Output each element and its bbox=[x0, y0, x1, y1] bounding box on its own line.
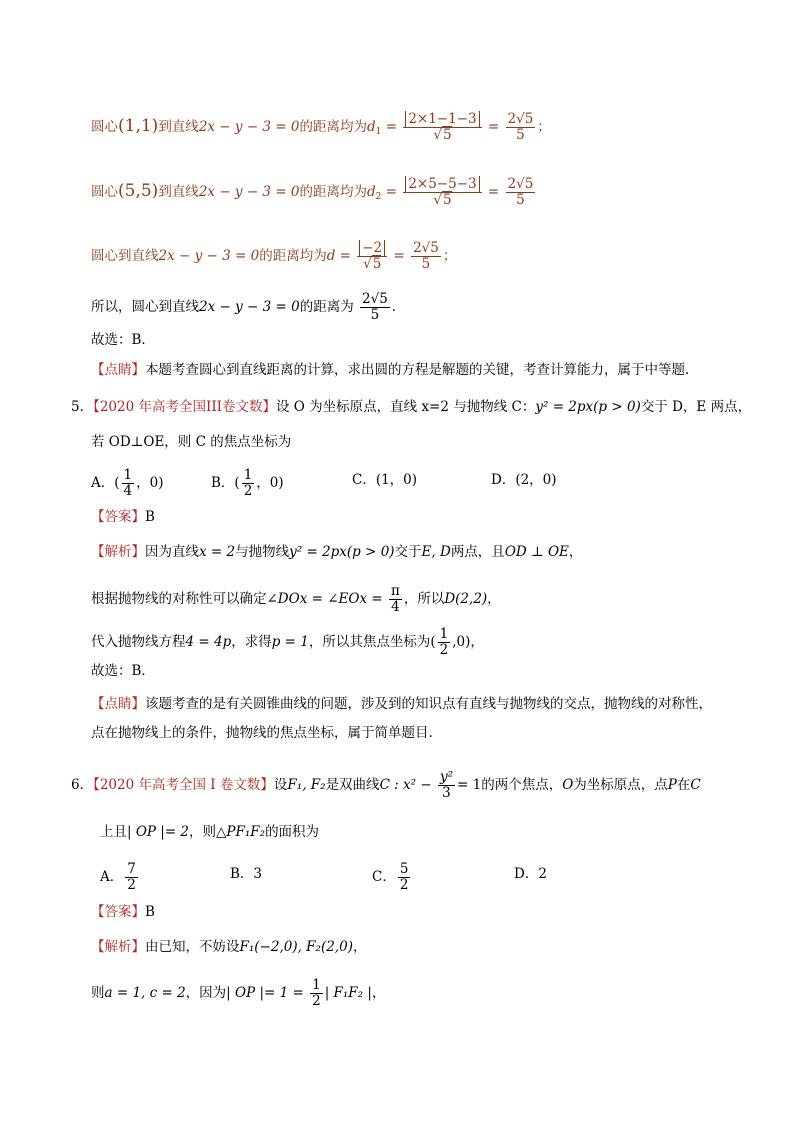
text: ， bbox=[487, 591, 501, 607]
q5-option-d: D．(2，0) bbox=[491, 472, 557, 488]
text: 的两个焦点， bbox=[481, 777, 563, 793]
fraction bbox=[398, 862, 411, 893]
q5-option-a bbox=[91, 468, 163, 499]
question-6-line-2 bbox=[100, 822, 319, 842]
fraction bbox=[438, 627, 451, 658]
math: y² = 2px(p > 0) bbox=[289, 544, 395, 560]
frac-numerator: 2√5 bbox=[507, 176, 534, 192]
fraction bbox=[411, 241, 441, 272]
text: 到直线 bbox=[158, 119, 199, 135]
text: 的距离均为 bbox=[259, 248, 327, 264]
fraction: $\frac{2\times 1-1-3}{√5}$ bbox=[403, 112, 481, 143]
q6-option-c bbox=[372, 862, 412, 893]
q6-option-b: B．3 bbox=[230, 866, 263, 882]
text: C． bbox=[372, 869, 396, 885]
subscript: 1 bbox=[375, 127, 382, 137]
math: | OP |= 1 = bbox=[226, 985, 304, 1001]
comment-line bbox=[91, 360, 689, 380]
selection-line: 故选：B． bbox=[91, 332, 155, 348]
fraction bbox=[122, 468, 135, 499]
answer-value: B bbox=[145, 904, 155, 920]
text: . bbox=[391, 299, 397, 315]
frac-denominator: 3 bbox=[442, 785, 451, 801]
text: ， bbox=[568, 544, 583, 560]
math-line: 2x − y − 3 = 0 bbox=[198, 119, 300, 135]
math: △PF₁F₂ bbox=[216, 824, 266, 840]
q5-analysis-line-2 bbox=[91, 584, 501, 615]
source-tag: 【2020 年高考全国III卷文数】 bbox=[93, 399, 276, 415]
q5-answer bbox=[91, 507, 155, 527]
text: 交于 D，E 两点， bbox=[640, 399, 752, 415]
text: ，0) bbox=[256, 475, 284, 491]
question-5-line-2: 若 OD⊥OE，则 C 的焦点坐标为 bbox=[91, 434, 292, 450]
math-var: d = bbox=[326, 248, 351, 264]
q6-analysis-line-2 bbox=[91, 978, 385, 1009]
frac-denominator: 2 bbox=[439, 642, 449, 658]
frac-numerator: 2√5 bbox=[507, 111, 534, 127]
fraction bbox=[438, 770, 455, 801]
frac-numerator: 1 bbox=[312, 977, 321, 993]
subscript: 2 bbox=[375, 192, 382, 202]
frac-denominator: 5 bbox=[421, 256, 431, 272]
question-number: 6． bbox=[71, 777, 94, 793]
math: O bbox=[562, 777, 574, 793]
text: 代入抛物线方程 bbox=[91, 634, 186, 650]
math-var: d bbox=[367, 184, 376, 200]
frac-numerator: 1 bbox=[243, 467, 253, 483]
text: 是双曲线 bbox=[325, 777, 380, 793]
solution-line-3: 圆心到直线2x − y − 3 = 0的距离均为d = $\frac{-2}{√5}$ = $\frac{2√5}{5}$ ； bbox=[91, 240, 457, 272]
frac-numerator: 2×5−5−3 bbox=[405, 176, 479, 192]
frac-denominator: 2 bbox=[243, 483, 253, 499]
q6-answer bbox=[91, 902, 155, 922]
math: C : x² − bbox=[379, 777, 432, 793]
text: 圆心到直线 bbox=[91, 248, 159, 264]
tag-label: 【解析】 bbox=[91, 544, 145, 560]
question-6-line-1 bbox=[71, 770, 701, 801]
math: E, D bbox=[421, 544, 451, 560]
math: = 1 bbox=[457, 777, 482, 793]
math: 4 = 4p bbox=[185, 634, 232, 650]
text: 到直线 bbox=[158, 184, 199, 200]
math: ∠DOx = ∠EOx = bbox=[266, 591, 383, 607]
text: ，所以其焦点坐标为 bbox=[308, 634, 431, 650]
fraction bbox=[310, 978, 323, 1009]
text: 的距离为 bbox=[299, 299, 354, 315]
text: 与抛物线 bbox=[235, 544, 290, 560]
text: ； bbox=[442, 248, 457, 264]
frac-denominator: 4 bbox=[123, 483, 133, 499]
math: F₁, F₂ bbox=[287, 777, 326, 793]
text: 因为直线 bbox=[145, 544, 199, 560]
math-line: 2x − y − 3 = 0 bbox=[198, 184, 300, 200]
frac-numerator: 2√5 bbox=[362, 291, 388, 307]
solution-line-4 bbox=[91, 292, 396, 323]
frac-numerator: 5 bbox=[399, 861, 409, 877]
q5-comment-line-1 bbox=[91, 694, 712, 714]
math-var: d bbox=[367, 119, 376, 135]
q6-analysis-line-1 bbox=[91, 937, 366, 957]
q5-option-c: C．(1，0) bbox=[352, 472, 418, 488]
solution-line-1: 圆心(1,1)到直线2x − y − 3 = 0的距离均为$d_1$ = $\frac{2\times 1-1-3}{√5}$ = $\frac{2√5}{5}$ ； bbox=[91, 111, 551, 143]
text: ，0) bbox=[136, 475, 164, 491]
math: | OP |= 2 bbox=[127, 824, 190, 840]
text: 设 bbox=[273, 777, 288, 793]
frac-denominator: 5 bbox=[370, 307, 380, 323]
frac-numerator: 1 bbox=[439, 626, 449, 642]
text: ， bbox=[470, 634, 484, 650]
frac-denominator: 5 bbox=[372, 256, 382, 272]
q5-selection: 故选：B． bbox=[91, 663, 155, 679]
tag-label: 【点睛】 bbox=[91, 696, 145, 712]
text: ， bbox=[352, 939, 367, 955]
frac-denominator: 5 bbox=[442, 127, 452, 143]
text: ，则 bbox=[189, 824, 217, 840]
text: 由已知，不妨设 bbox=[145, 939, 240, 955]
question-5-line-1 bbox=[71, 397, 751, 417]
question-number: 5． bbox=[71, 399, 94, 415]
answer-value: B bbox=[145, 509, 155, 525]
frac-denominator: 2 bbox=[312, 993, 321, 1009]
frac-denominator: 2 bbox=[399, 877, 409, 893]
text: ,0) bbox=[452, 634, 471, 650]
solution-line-2: 圆心(5,5)到直线2x − y − 3 = 0的距离均为$d_2$ = $\frac{2\times 5-5-3}{√5}$ = $\frac{2√5}{5}$ bbox=[91, 176, 534, 208]
text: 两点，且 bbox=[450, 544, 505, 560]
math: | F₁F₂ | bbox=[324, 985, 372, 1001]
fraction bbox=[506, 177, 536, 208]
text: 上且 bbox=[100, 824, 127, 840]
frac-denominator: 5 bbox=[516, 192, 525, 208]
math: F₁(−2,0), F₂(2,0) bbox=[239, 939, 353, 955]
frac-denominator: 5 bbox=[442, 192, 452, 208]
text: 该题考查的是有关圆锥曲线的问题，涉及到的知识点有直线与抛物线的交点，抛物线的对称性， bbox=[145, 696, 712, 712]
tag-label: 【解析】 bbox=[91, 939, 145, 955]
text: 则 bbox=[91, 985, 105, 1001]
fraction bbox=[125, 862, 138, 893]
source-tag: 【2020 年高考全国 I 卷文数】 bbox=[93, 777, 274, 793]
math: D(2,2) bbox=[444, 591, 488, 607]
frac-numerator: 1 bbox=[123, 467, 133, 483]
math: C bbox=[690, 777, 701, 793]
frac-denominator: 5 bbox=[516, 127, 525, 143]
frac-numerator: −2 bbox=[359, 240, 385, 256]
q6-option-a bbox=[100, 862, 140, 893]
frac-numerator: 2×1−1−3 bbox=[405, 111, 479, 127]
q5-analysis-line-3 bbox=[91, 627, 484, 658]
math: P bbox=[667, 777, 677, 793]
math: a = 1, c = 2 bbox=[104, 985, 186, 1001]
q5-option-b bbox=[211, 468, 284, 499]
text: ，求得 bbox=[231, 634, 272, 650]
fraction bbox=[242, 468, 255, 499]
text: B．( bbox=[211, 475, 240, 491]
math-eq: y² = 2px(p > 0) bbox=[535, 399, 641, 415]
text: 的距离均为 bbox=[299, 184, 368, 200]
fraction bbox=[389, 584, 402, 615]
math: p = 1 bbox=[271, 634, 309, 650]
text: 本题考查圆心到直线距离的计算，求出圆的方程是解题的关键，考查计算能力，属于中等题. bbox=[145, 362, 690, 378]
text: 的面积为 bbox=[265, 824, 320, 840]
frac-denominator: 4 bbox=[391, 599, 400, 615]
tag-label: 【点睛】 bbox=[91, 362, 145, 378]
fraction: $\frac{2\times 5-5-3}{√5}$ bbox=[403, 177, 481, 208]
text: ； bbox=[537, 119, 551, 135]
text: 交于 bbox=[394, 544, 422, 560]
q6-option-d: D．2 bbox=[514, 866, 547, 882]
text: A． bbox=[100, 869, 124, 885]
text: 设 O 为坐标原点，直线 x=2 与抛物线 C： bbox=[276, 399, 536, 415]
text: 在 bbox=[676, 777, 691, 793]
text: ( bbox=[430, 634, 436, 650]
text: 的距离均为 bbox=[299, 119, 368, 135]
fraction bbox=[360, 292, 390, 323]
tag-label: 【答案】 bbox=[91, 904, 145, 920]
text: ，因为 bbox=[185, 985, 227, 1001]
text: 所以，圆心到直线 bbox=[91, 299, 199, 315]
text: 为坐标原点，点 bbox=[573, 777, 668, 793]
frac-numerator: 7 bbox=[127, 861, 136, 877]
frac-numerator: y² bbox=[439, 769, 453, 785]
text: 根据抛物线的对称性可以确定 bbox=[91, 591, 267, 607]
frac-numerator: 2√5 bbox=[413, 240, 439, 256]
text: A．( bbox=[91, 475, 120, 491]
math: OD ⊥ OE bbox=[504, 544, 569, 560]
tag-label: 【答案】 bbox=[91, 509, 145, 525]
fraction bbox=[506, 112, 536, 143]
text: 圆心 bbox=[91, 184, 118, 200]
math-point: (1,1) bbox=[118, 116, 159, 136]
math-line: 2x − y − 3 = 0 bbox=[199, 299, 300, 315]
math-point: (5,5) bbox=[118, 181, 159, 201]
frac-denominator: 2 bbox=[127, 877, 136, 893]
text: 圆心 bbox=[91, 119, 118, 135]
q5-analysis-line-1 bbox=[91, 542, 582, 562]
frac-numerator: π bbox=[390, 583, 400, 599]
math-line: 2x − y − 3 = 0 bbox=[158, 248, 260, 264]
q5-comment-line-2: 点在抛物线上的条件，抛物线的焦点坐标，属于简单题目. bbox=[91, 725, 433, 741]
text: ， bbox=[371, 985, 386, 1001]
text: ，所以 bbox=[403, 591, 445, 607]
fraction: $\frac{-2}{√5}$ bbox=[357, 241, 387, 272]
math: x = 2 bbox=[199, 544, 236, 560]
